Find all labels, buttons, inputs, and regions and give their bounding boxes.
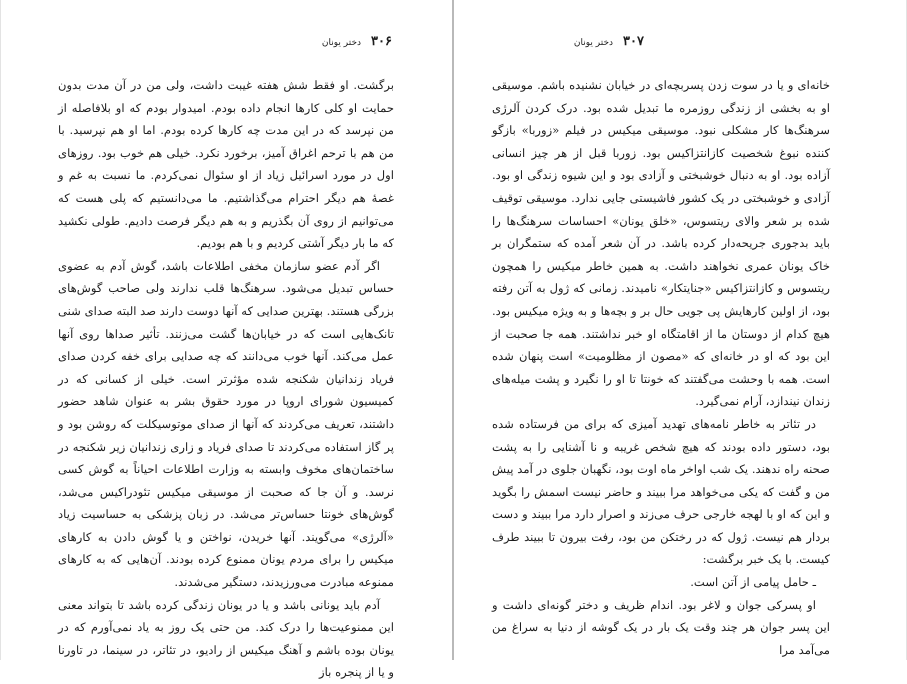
paragraph: ـ حامل پیامی از آتن است. xyxy=(690,575,816,590)
paragraph: خانه‌ای و یا در سوت زدن پسربچه‌ای در خیابان نشنیده باشم. موسیقی او به بخشی از زندگی روزمره ما تبدیل شده بود. درک کردن آلرژی سرهنگ‌ها کار مشکلی نبود. موسیقی میکیس در فیلم «زوربا» بازگو کننده نبوغ شخصیت کازانتزاکیس بود. زوربا قبل از هر چیز انسانی آزاده بود. او به دنبال خوشبختی و آزادی بود و این شیوه زندگی او بود. آزادی و خوشبختی در یک کشور فاشیستی جایی ندارد. موسیقی توقیف شده بر شعر والای ریتسوس، «خلق یونان» احساسات سرهنگ‌ها را باید بدجوری جریحه‌دار کرده باشد. در آن شعر آمده که ستمگران بر خاک یونان عمری نخواهند داشت. به همین خاطر میکیس را همچون ریتسوس و کازانتزاکیس «جنایتکار» نامیدند. زمانی که ژول به آتن رفته بود، از اولین کارهایش پی جویی حال بر و بچه‌ها و به ویژه میکیس بود. هیچ کدام از دوستان ما از اقامتگاه او خبر نداشتند. همه جا صحبت از این بود که او در خانه‌ای که «مصون از مظلومیت» است پنهان شده است. همه با وحشت می‌گفتند که خونتا تا او را نگیرد و پشت میله‌های زندان نیندازد، آرام نمی‌گیرد. xyxy=(492,78,830,409)
right-running-title: دختر یونان xyxy=(573,38,614,48)
paragraph: او پسرکی جوان و لاغر بود. اندام ظریف و دختر گونه‌ای داشت و این پسر جوان هر چند وقت یک بار در یک گوشه از دنیا به سراغ من می‌آمد مرا xyxy=(492,597,830,657)
paragraph: اگر آدم عضو سازمان مخفی اطلاعات باشد، گوش آدم به عضوی حساس تبدیل می‌شود. سرهنگ‌ها قلب ندارند ولی صاحب گوش‌های بزرگی هستند. بهترین صدایی که آنها دوست دارند صد البته صدای شنی تانک‌هایی است که در خیابان‌ها گشت می‌زنند. تأثیر صداها روی آنها عمل می‌کند. آنها خوب می‌دانند که چه صدایی برای خفه کردن صدای فریاد زندانیان شکنجه شده مؤثرتر است. خیلی از کسانی که در کمیسیون شورای اروپا در مورد حقوق بشر به عنوان شاهد حضور داشتند، تعریف می‌کردند که آنها از صدای موتوسیکلت که روشن بود و پر گاز استفاده می‌کردند تا صدای فریاد و زاری زندانیان زیر شکنجه در ساختمان‌های مخوف وابسته به وزارت اطلاعات احیاناً به گوش کسی نرسد. و آن جا که صحبت از موسیقی میکیس تئودراکیس می‌شد، گوش‌های خونتا حساس‌تر می‌شد. در زبان پزشکی به حساسیت زیاد «آلرژی» می‌گویند. آنها خریدن، نواختن و یا گوش دادن به کارهای میکیس را برای مردم یونان ممنوع کرده بودند. آن‌هایی که به کارهای ممنوعه مبادرت می‌ورزیدند، دستگیر می‌شدند. xyxy=(58,258,394,590)
right-running-head xyxy=(574,34,644,56)
left-running-head xyxy=(322,34,392,56)
paragraph: آدم باید یونانی باشد و یا در یونان زندگی کرده باشد تا بتواند معنی این ممنوعیت‌ها را درک کند. من حتی یک روز به یاد نمی‌آورم که در یونان بوده باشم و آهنگ میکیس از رادیو، در تئاتر، در سینما، در تاورنا و یا از پنجره باز xyxy=(58,597,394,680)
left-page xyxy=(0,0,452,680)
paragraph: برگشت. او فقط شش هفته غیبت داشت، ولی من در آن مدت بدون حمایت او کلی کارها انجام داده بودم. امیدوار بودم که او بلافاصله از من نپرسد که در این مدت چه کارها کرده بودم. اما او هم نپرسید. با من هم با ترحم اغراق آمیز، برخورد نکرد. خیلی هم خوب بود. روزهای اول در مورد اسرائیل زیاد از او سئوال نمی‌کردم. ما نسبت به غم و غصهٔ هم دیگر احترام می‌گذاشتیم. ما می‌دانستیم که پلی هست که می‌توانیم از روی آن بگذریم و به هم دیگر فرصت دادیم. طولی نکشید که ما بار دیگر آشتی کردیم و با هم بودیم. xyxy=(58,78,394,251)
right-page xyxy=(454,0,907,660)
right-page-text xyxy=(492,74,830,661)
left-running-title: دختر یونان xyxy=(321,38,362,48)
left-page-text xyxy=(58,74,394,684)
paragraph: در تئاتر به خاطر نامه‌های تهدید آمیزی که برای من فرستاده شده بود، دستور داده بودند که هیچ شخص غریبه و نا آشنایی را به پشت صحنه راه ندهند. یک شب اواخر ماه اوت بود، نگهبان جلوی در آمد پیش من و گفت که یکی می‌خواهد مرا ببیند و حاضر نیست اسمش را بگوید و این که او با لهجه خارجی حرف می‌زند و اصرار دارد مرا ببیند و دست بردار هم نیست. ژول که در رختکن من بود، رفت بیرون تا ببیند طرف کیست. با یک خبر برگشت: xyxy=(492,416,830,567)
left-page-number: ۳۰۶ xyxy=(371,34,392,49)
right-page-number: ۳۰۷ xyxy=(623,34,644,49)
